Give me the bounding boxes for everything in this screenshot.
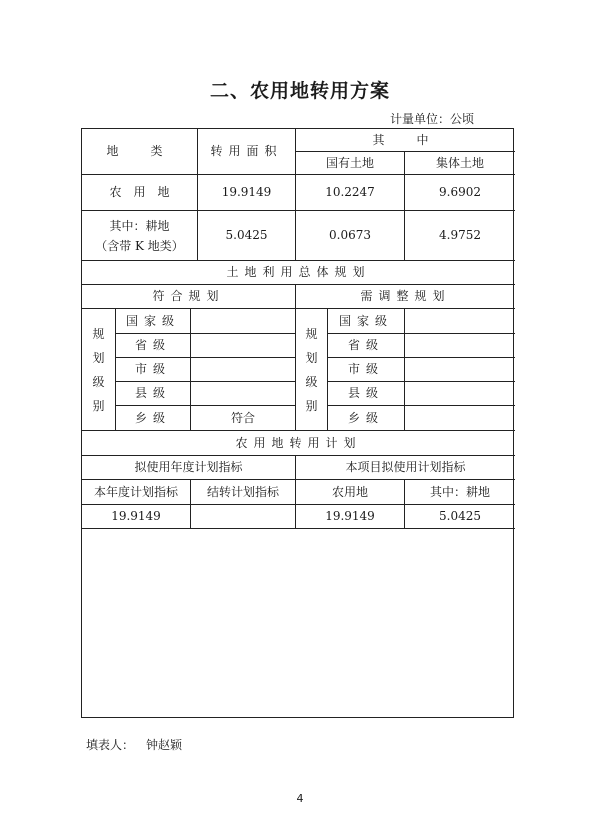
right-level-char-4: 别	[305, 398, 318, 413]
header-land-type: 地 类	[82, 129, 198, 175]
left-level-label	[82, 309, 116, 431]
cultivated-state: 0.0673	[296, 211, 405, 261]
right-level-national: 国家级	[328, 309, 405, 334]
farmland-plan-value: 19.9149	[296, 505, 405, 529]
annual-indicator-header: 拟使用年度计划指标	[82, 456, 296, 480]
this-year-value: 19.9149	[82, 505, 191, 529]
left-value-city	[191, 358, 296, 382]
left-value-national	[191, 309, 296, 334]
right-level-city: 市级	[328, 358, 405, 382]
cultivated-area: 5.0425	[198, 211, 296, 261]
left-level-char-1: 规	[92, 326, 105, 341]
farmland-area: 19.9149	[198, 175, 296, 211]
carryover-value	[191, 505, 296, 529]
right-level-char-1: 规	[305, 326, 318, 341]
project-indicator-header: 本项目拟使用计划指标	[296, 456, 515, 480]
header-of-which: 其 中	[296, 129, 515, 152]
left-level-char-4: 别	[92, 398, 105, 413]
right-value-township	[405, 406, 515, 431]
cultivated-collective: 4.9752	[405, 211, 515, 261]
left-value-county	[191, 382, 296, 406]
left-level-county: 县级	[116, 382, 191, 406]
farmland-label: 农 用 地	[82, 175, 198, 211]
right-level-char-3: 级	[305, 374, 318, 389]
right-level-province: 省级	[328, 334, 405, 358]
page-number: 4	[296, 792, 304, 805]
right-level-char-2: 划	[305, 350, 318, 365]
header-state-owned: 国有土地	[296, 152, 405, 175]
left-level-national: 国家级	[116, 309, 191, 334]
this-year-header: 本年度计划指标	[82, 480, 191, 505]
planning-section-title: 土地利用总体规划	[82, 261, 515, 285]
unit-label: 计量单位：公顷	[390, 112, 475, 126]
header-conversion-area: 转用面积	[198, 129, 296, 175]
left-level-province: 省级	[116, 334, 191, 358]
farmland-state: 10.2247	[296, 175, 405, 211]
right-level-label	[296, 309, 328, 431]
farmland-header: 农用地	[296, 480, 405, 505]
cultivated-label-line2: （含带 K 地类）	[95, 238, 184, 253]
left-value-township: 符合	[191, 406, 296, 431]
right-value-county	[405, 382, 515, 406]
conform-header: 符合规划	[82, 285, 296, 309]
right-level-county: 县级	[328, 382, 405, 406]
right-value-national	[405, 309, 515, 334]
form-filler	[86, 736, 182, 753]
cultivated-header: 其中：耕地	[405, 480, 515, 505]
right-value-city	[405, 358, 515, 382]
cultivated-label	[82, 211, 198, 261]
adjust-header: 需调整规划	[296, 285, 515, 309]
cultivated-label-line1: 其中：耕地	[109, 218, 170, 233]
conversion-plan-title: 农用地转用计划	[82, 431, 515, 456]
left-level-char-3: 级	[92, 374, 105, 389]
header-collective: 集体土地	[405, 152, 515, 175]
conversion-table	[81, 128, 514, 718]
filler-name: 钟赵颖	[146, 738, 183, 752]
page-title: 二、农用地转用方案	[209, 80, 390, 102]
left-level-char-2: 划	[92, 350, 105, 365]
cultivated-plan-value: 5.0425	[405, 505, 515, 529]
right-value-province	[405, 334, 515, 358]
filler-label: 填表人：	[86, 738, 135, 752]
left-level-city: 市级	[116, 358, 191, 382]
right-level-township: 乡级	[328, 406, 405, 431]
farmland-collective: 9.6902	[405, 175, 515, 211]
left-level-township: 乡级	[116, 406, 191, 431]
left-value-province	[191, 334, 296, 358]
carryover-header: 结转计划指标	[191, 480, 296, 505]
